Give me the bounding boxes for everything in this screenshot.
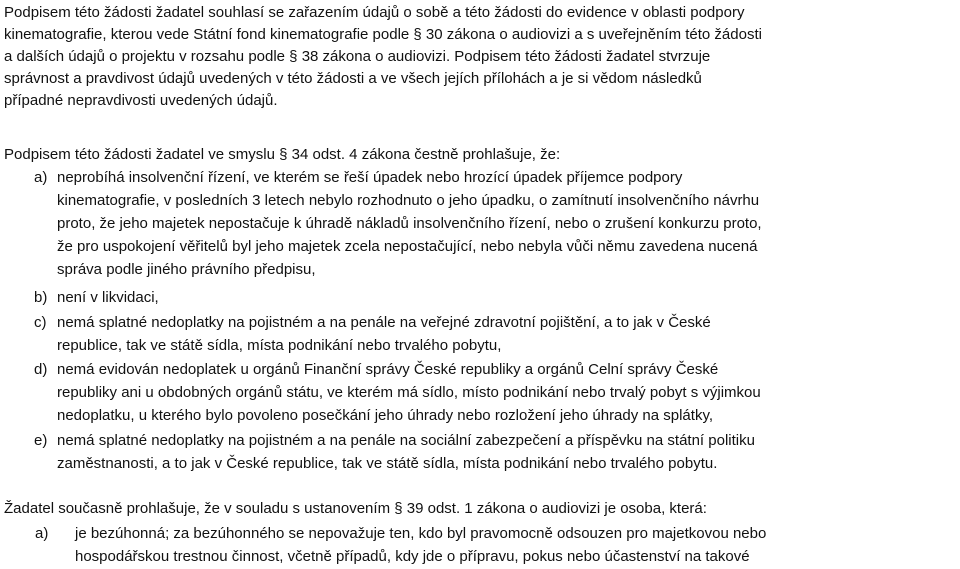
list-item-line: republice, tak ve státě sídla, místa podnikání nebo trvalého pobytu, [57, 337, 502, 354]
list-item-line: proto, že jeho majetek nepostačuje k úhradě nákladů insolvenčního řízení, nebo o zrušení konkurzu proto, [57, 215, 762, 232]
list-item-line: nemá evidován nedoplatek u orgánů Finanční správy České republiky a orgánů Celní správy České [57, 361, 719, 378]
declaration-intro: Podpisem této žádosti žadatel ve smyslu § 34 odst. 4 zákona čestně prohlašuje, že: [4, 146, 561, 163]
list-marker: a) [34, 169, 48, 186]
list-item-line: je bezúhonná; za bezúhonného se nepovažuje ten, kdo byl pravomocně odsouzen pro majetkovou nebo [75, 525, 767, 542]
text-line: Podpisem této žádosti žadatel souhlasí se zařazením údajů o sobě a této žádosti do evidence v oblasti podpory [4, 4, 745, 21]
list-item-line: správa podle jiného právního předpisu, [57, 261, 316, 278]
list-item-line: republiky ani u obdobných orgánů státu, ve kterém má sídlo, místo podnikání nebo trvalý pobyt s výjimkou [57, 384, 761, 401]
list-item-line: neprobíhá insolvenční řízení, ve kterém se řeší úpadek nebo hrozící úpadek příjemce podpory [57, 169, 683, 186]
list-item-line: nedoplatku, u kterého bylo povoleno posečkání jeho úhrady nebo rozložení jeho úhrady na splátky, [57, 407, 714, 424]
list-marker: d) [34, 361, 48, 378]
text-line: a dalších údajů o projektu v rozsahu podle § 38 zákona o audiovizi. Podpisem této žádosti žadatel stvrzuje [4, 48, 711, 65]
list-item-line: hospodářskou trestnou činnost, včetně případů, kdy jde o přípravu, pokus nebo účastenství na takové [75, 548, 750, 565]
list-item-line: zaměstnanosti, a to jak v České republice, tak ve státě sídla, místa podnikání nebo trvalého pobytu. [57, 455, 718, 472]
text-line: kinematografie, kterou vede Státní fond kinematografie podle § 30 zákona o audiovizi a s uveřejněním této žádosti [4, 26, 762, 43]
list-marker: a) [35, 525, 49, 542]
list-item-line: nemá splatné nedoplatky na pojistném a na penále na veřejné zdravotní pojištění, a to jak v České [57, 314, 711, 331]
applicant-intro: Žadatel současně prohlašuje, že v souladu s ustanovením § 39 odst. 1 zákona o audiovizi je osoba, která: [4, 500, 707, 517]
list-marker: c) [34, 314, 47, 331]
list-item-line: že pro uspokojení věřitelů byl jeho majetek zcela nepostačující, nebo nebyla vůči němu zavedena nucená [57, 238, 758, 255]
list-item-line: kinematografie, v posledních 3 letech nebylo rozhodnuto o jeho úpadku, o zamítnutí insolvenčního návrhu [57, 192, 760, 209]
list-marker: b) [34, 289, 48, 306]
text-line: správnost a pravdivost údajů uvedených v této žádosti a ve všech jejích přílohách a je si vědom následků [4, 70, 702, 87]
list-item-line: není v likvidaci, [57, 289, 159, 306]
list-item-line: nemá splatné nedoplatky na pojistném a na penále na sociální zabezpečení a příspěvku na státní politiku [57, 432, 755, 449]
list-marker: e) [34, 432, 48, 449]
text-line: případné nepravdivosti uvedených údajů. [4, 92, 278, 109]
